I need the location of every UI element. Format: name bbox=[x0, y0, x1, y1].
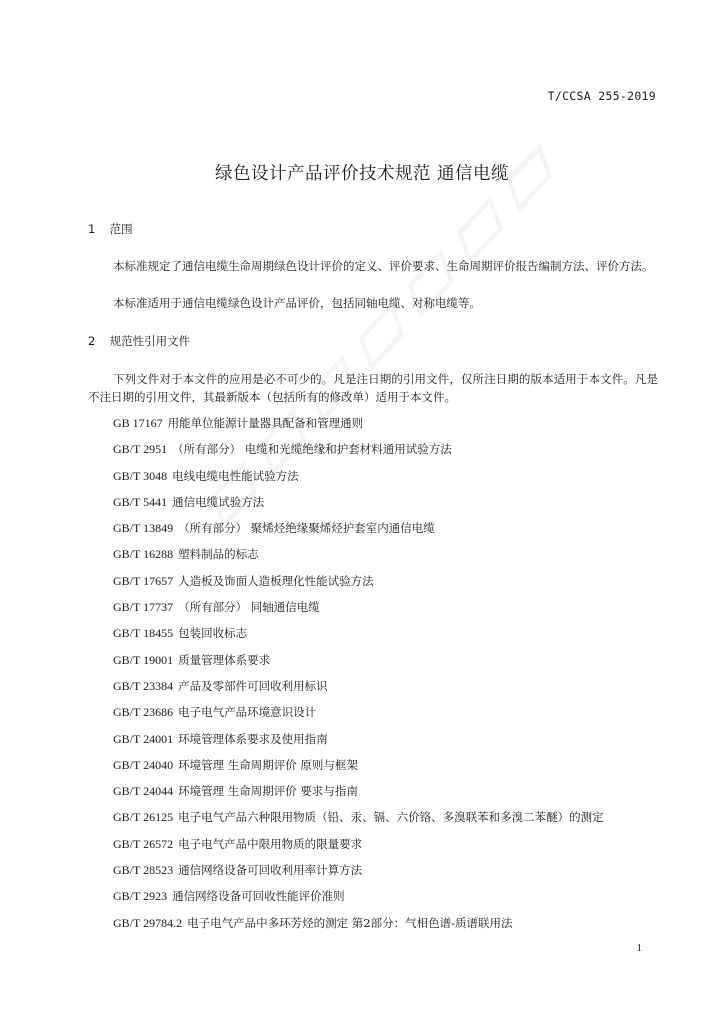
reference-text: 通信网络设备可回收利用率计算方法 bbox=[178, 863, 363, 878]
reference-item bbox=[113, 572, 673, 598]
reference-text: （所有部分） 同轴通信电缆 bbox=[178, 600, 320, 615]
reference-code: GB/T 24040 bbox=[113, 757, 174, 772]
reference-item bbox=[113, 861, 673, 887]
reference-list bbox=[113, 414, 673, 940]
paragraph: 下列文件对于本文件的应用是必不可少的。凡是注日期的引用文件，仅所注日期的版本适用于本文件。凡是不注日期的引用文件，其最新版本（包括所有的修改单）适用于本文件。 bbox=[88, 372, 658, 404]
reference-item bbox=[113, 887, 673, 913]
reference-code: GB/T 26572 bbox=[113, 836, 174, 851]
reference-item bbox=[113, 914, 673, 940]
reference-code: GB/T 18455 bbox=[113, 626, 174, 641]
reference-text: 人造板及饰面人造板理化性能试验方法 bbox=[178, 573, 374, 588]
reference-text: 电子电气产品环境意识设计 bbox=[178, 705, 317, 720]
reference-code: GB/T 16288 bbox=[113, 547, 174, 562]
reference-text: 环境管理 生命周期评价 要求与指南 bbox=[178, 784, 358, 799]
reference-text: 用能单位能源计量器具配备和管理通则 bbox=[167, 416, 364, 430]
reference-item bbox=[113, 598, 673, 624]
reference-code: GB/T 2951 bbox=[113, 442, 168, 457]
reference-item bbox=[113, 545, 673, 571]
reference-text: 塑料制品的标志 bbox=[178, 547, 259, 562]
reference-code: GB 17167 bbox=[113, 416, 163, 430]
reference-text: 电子电气产品中限用物质的限量要求 bbox=[178, 836, 363, 851]
paragraph: 本标准规定了通信电缆生命周期绿色设计评价的定义、评价要求、生命周期评价报告编制方法、评价方法。 bbox=[113, 259, 654, 273]
reference-item bbox=[113, 467, 673, 493]
reference-item bbox=[113, 519, 673, 545]
reference-item bbox=[113, 756, 673, 782]
page-number: 1 bbox=[636, 942, 642, 954]
document-title: 绿色设计产品评价技术规范 通信电缆 bbox=[214, 164, 510, 184]
reference-item bbox=[113, 414, 673, 440]
reference-code: GB/T 3048 bbox=[113, 468, 168, 483]
reference-code: GB/T 17657 bbox=[113, 573, 174, 588]
reference-code: GB/T 24044 bbox=[113, 784, 174, 799]
reference-item bbox=[113, 677, 673, 703]
reference-text: 产品及零部件可回收利用标识 bbox=[178, 678, 328, 693]
reference-item bbox=[113, 730, 673, 756]
reference-code: GB/T 13849 bbox=[113, 521, 174, 536]
reference-code: GB/T 23686 bbox=[113, 705, 174, 720]
reference-item bbox=[113, 440, 673, 466]
reference-item bbox=[113, 493, 673, 519]
reference-item bbox=[113, 651, 673, 677]
reference-text: （所有部分） 电缆和光缆绝缘和护套材料通用试验方法 bbox=[172, 442, 452, 457]
reference-text: 环境管理体系要求及使用指南 bbox=[178, 731, 328, 746]
reference-text: 通信网络设备可回收性能评价准则 bbox=[172, 889, 345, 904]
reference-text: （所有部分） 聚烯烃绝缘聚烯烃护套室内通信电缆 bbox=[178, 521, 435, 536]
reference-code: GB/T 28523 bbox=[113, 863, 174, 878]
reference-code: GB/T 24001 bbox=[113, 731, 174, 746]
reference-text: 包装回收标志 bbox=[178, 626, 248, 641]
reference-code: GB/T 17737 bbox=[113, 600, 174, 615]
reference-text: 电线电缆电性能试验方法 bbox=[172, 468, 299, 483]
reference-item bbox=[113, 782, 673, 808]
reference-text: 通信电缆试验方法 bbox=[172, 494, 265, 509]
section-title: 范围 bbox=[109, 222, 133, 236]
reference-code: GB/T 26125 bbox=[113, 810, 174, 825]
section-1-heading bbox=[88, 221, 133, 237]
reference-text: 质量管理体系要求 bbox=[178, 652, 271, 667]
reference-code: GB/T 23384 bbox=[113, 678, 174, 693]
reference-code: GB/T 19001 bbox=[113, 652, 174, 667]
reference-text: 环境管理 生命周期评价 原则与框架 bbox=[178, 757, 358, 772]
reference-item bbox=[113, 808, 673, 834]
reference-item bbox=[113, 624, 673, 650]
reference-text: 电子电气产品六种限用物质（铅、汞、镉、六价铬、多溴联苯和多溴二苯醚）的测定 bbox=[178, 810, 604, 825]
section-number: 2 bbox=[88, 334, 96, 348]
reference-item bbox=[113, 835, 673, 861]
reference-code: GB/T 5441 bbox=[113, 494, 168, 509]
section-number: 1 bbox=[88, 222, 96, 236]
section-2-heading bbox=[88, 333, 190, 349]
reference-item bbox=[113, 703, 673, 729]
paragraph: 本标准适用于通信电缆绿色设计产品评价，包括同轴电缆、对称电缆等。 bbox=[113, 296, 481, 310]
reference-text: 电子电气产品中多环芳烃的测定 第2部分：气相色谱-质谱联用法 bbox=[187, 915, 513, 930]
reference-code: GB/T 2923 bbox=[113, 889, 168, 904]
document-code: T/CCSA 255-2019 bbox=[547, 89, 656, 103]
reference-code: GB/T 29784.2 bbox=[113, 915, 183, 930]
section-title: 规范性引用文件 bbox=[109, 334, 191, 348]
